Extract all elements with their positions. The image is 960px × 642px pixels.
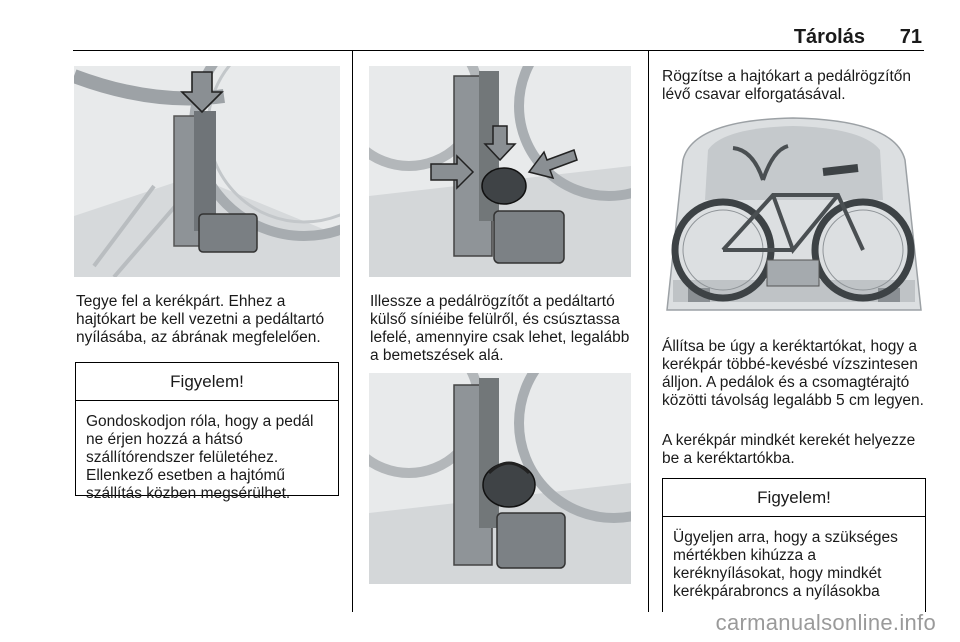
notice-text: Ügyeljen arra, hogy a szükséges mértékben kihúzza a keréknyílásokat, hogy mindkét kerékpárabroncs a nyílásokba: [673, 529, 898, 600]
page-number: 71: [899, 26, 922, 48]
warning-notice: [662, 478, 926, 612]
header-divider: [73, 50, 924, 51]
instruction-paragraph: Állítsa be úgy a keréktartókat, hogy a kerékpár többé-kevésbé vízszintesen álljon. A pedálok és a csomagtérajtó közötti távolság legalább 5 cm legyen.: [662, 338, 924, 409]
instruction-paragraph: Tegye fel a kerékpárt. Ehhez a hajtókart be kell vezetni a pedáltartó nyílásába, az ábrának megfelelően.: [76, 293, 325, 346]
notice-heading: Figyelem!: [76, 363, 338, 401]
notice-heading: Figyelem!: [663, 479, 925, 517]
pedal-clamp-slide-illustration: [369, 66, 631, 277]
instruction-paragraph: Rögzítse a hajtókart a pedálrögzítőn lévő csavar elforgatásával.: [662, 68, 912, 103]
warning-notice: [75, 362, 339, 502]
instruction-paragraph: A kerékpár mindkét kerekét helyezze be a keréktartókba.: [662, 432, 916, 467]
bike-pedal-holder-illustration: [74, 66, 340, 277]
column-divider: [352, 50, 353, 612]
watermark-text: carmanualsonline.info: [715, 610, 936, 635]
column-divider: [648, 50, 649, 612]
instruction-paragraph: Illessze a pedálrögzítőt a pedáltartó külső síniéibe felülről, és csúsztassa lefelé, amennyire csak lehet, legalább a bemetszések alá.: [370, 293, 630, 364]
notice-text: Gondoskodjon róla, hogy a pedál ne érjen hozzá a hátsó szállítórendszer felületéhez. Ellenkező esetben a hajtómű szállítás közben megsérülhet.: [86, 413, 314, 502]
page-header: [0, 0, 960, 50]
car-rear-bicycle-carrier-illustration: [663, 110, 925, 321]
page-title: Tárolás: [793, 26, 865, 48]
pedal-clamp-tightened-illustration: [369, 373, 631, 584]
